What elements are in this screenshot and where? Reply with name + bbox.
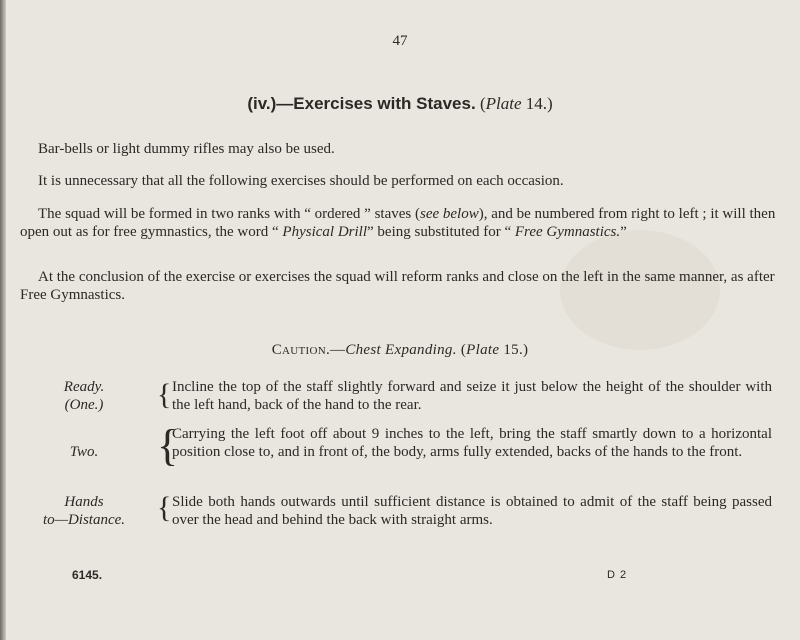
p3-physical-drill: Physical Drill	[282, 224, 367, 240]
brace: {	[157, 421, 179, 470]
step-ready-label	[14, 378, 154, 414]
step-label-line-1: Hands	[64, 494, 104, 510]
paragraph-equipment: Bar-bells or light dummy rifles may also be used.	[38, 141, 335, 157]
p3-part-b: ), and be numbered from right to left ; it will then open out as for free gymnastics, the word “	[20, 206, 776, 240]
step-hands-label	[14, 493, 154, 529]
step-hands-text: Slide both hands outwards until sufficient distance is obtained to admit of the staff being passed over the head and behind the back with straight arms.	[172, 494, 772, 528]
heading-plate-open: (	[479, 94, 486, 113]
page-number: 47	[392, 33, 408, 49]
heading-prefix: (iv.)—	[247, 94, 294, 113]
caution-name: Chest Expanding.	[345, 342, 457, 358]
step-label-line-2: (One.)	[64, 397, 104, 413]
caution-plate-close: 15.)	[499, 342, 529, 358]
signature-mark: D 2	[607, 569, 628, 581]
step-label-line-2: to—Distance.	[42, 512, 126, 528]
step-ready-text: Incline the top of the staff slightly forward and seize it just below the height of the shoulder with the left hand, back of the hand to the rear.	[172, 379, 772, 413]
caution-plate-open: (	[456, 342, 467, 358]
caution-line	[0, 342, 800, 359]
caution-plate-label: Plate	[466, 342, 500, 358]
print-code: 6145.	[72, 568, 103, 582]
p3-part-d: ”	[620, 224, 627, 240]
section-heading	[0, 94, 800, 114]
step-two-text: Carrying the left foot off about 9 inches to the left, bring the staff smartly down to a horizontal position close to, and in front of, the body, arms fully extended, backs of the hands to the front.	[172, 426, 772, 460]
step-label-line-1: Ready.	[63, 379, 105, 395]
paragraph-occasion: It is unnecessary that all the following exercises should be performed on each occasion.	[38, 173, 564, 189]
step-two-label	[14, 443, 154, 461]
caution-label: Caution	[271, 342, 326, 358]
p3-part-c: ” being substituted for “	[367, 224, 515, 240]
brace: {	[157, 378, 172, 411]
paragraph-conclusion: At the conclusion of the exercise or exercises the squad will reform ranks and close on the left in the same manner, as after Free Gymnastics.	[20, 269, 775, 303]
step-label-line-1: Two.	[69, 444, 99, 460]
heading-plate-label: Plate	[485, 94, 522, 113]
brace: {	[157, 491, 172, 524]
heading-plate-close: 14.)	[521, 94, 553, 113]
p3-part-a: The squad will be formed in two ranks with “ ordered ” staves (	[38, 206, 420, 222]
p3-free-gymnastics: Free Gymnastics.	[514, 224, 621, 240]
paragraph-formation	[20, 205, 780, 241]
heading-title: Exercises with Staves.	[293, 94, 476, 113]
p3-see-below: see below	[419, 206, 479, 222]
caution-dash: .—	[325, 342, 346, 358]
